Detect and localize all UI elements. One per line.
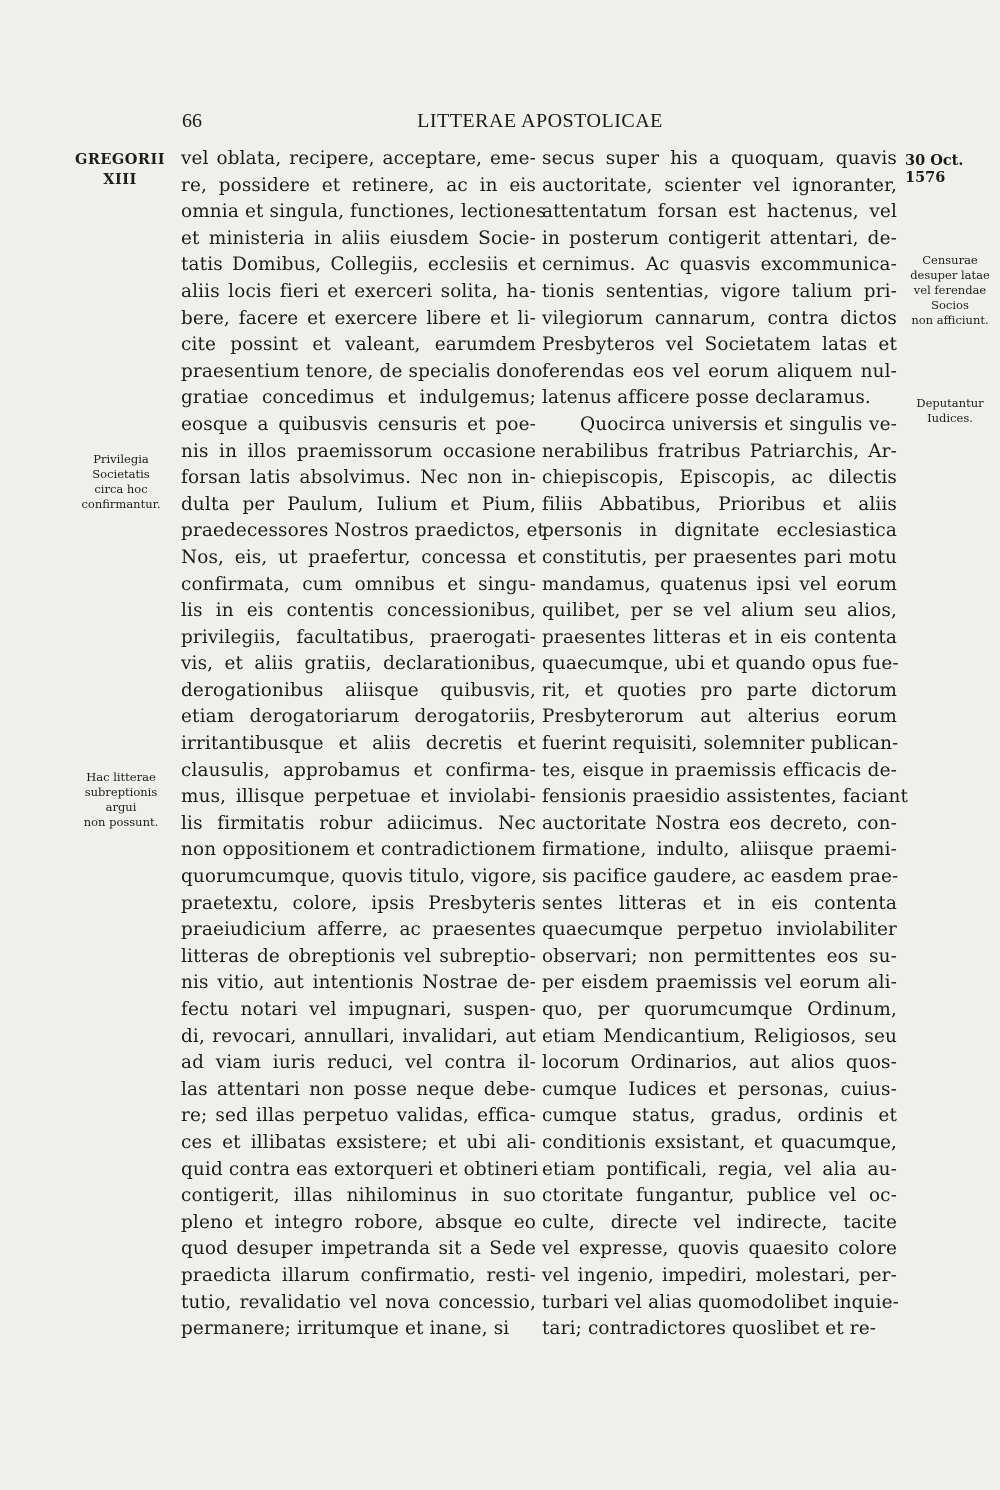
text-line: ctoritate fungantur, publice vel oc- [542, 1185, 897, 1207]
text-line: locorum Ordinarios, aut alios quos- [542, 1052, 897, 1074]
text-line: quaecumque, ubi et quando opus fue- [542, 653, 899, 675]
marginal-note-line: subreptionis [84, 785, 158, 799]
pope-number-line: XIII [103, 171, 137, 188]
text-line: cumque Iudices et personas, cuius- [542, 1078, 897, 1100]
text-line: tionis sententias, vigore talium pri- [542, 280, 897, 302]
pope-name-line: GREGORII [74, 151, 166, 168]
text-line: permanere; irritumque et inane, si [181, 1318, 510, 1340]
text-line: firmatione, indulto, aliisque praemi- [542, 839, 897, 861]
marginal-note-subreptionis [68, 770, 174, 830]
marginal-note-line: non possunt. [83, 815, 159, 829]
text-line: cumque status, gradus, ordinis et [542, 1105, 897, 1127]
text-line: fuerint requisiti, solemniter publican- [542, 733, 899, 755]
text-line: rit, et quoties pro parte dictorum [542, 679, 897, 701]
text-line: praedecessores Nostros praedictos, et [181, 520, 546, 542]
text-line: praetextu, colore, ipsis Presbyteris [181, 892, 536, 914]
marginal-note-line: vel ferendae [913, 283, 987, 297]
marginal-note-iudices [906, 396, 994, 426]
text-line: conditionis exsistant, et quacumque, [542, 1131, 897, 1153]
marginal-note-line: Iudices. [927, 411, 973, 425]
page-number: 66 [182, 110, 202, 132]
text-line: eosque a quibusvis censuris et poe- [181, 413, 536, 435]
text-line: nis in illos praemissorum occasione [181, 440, 536, 462]
marginal-note-line: desuper latae [910, 268, 990, 282]
text-line: observari; non permittentes eos su- [542, 945, 897, 967]
text-line: Presbyteros vel Societatem latas et [542, 334, 897, 356]
text-line: cite possint et valeant, earumdem [181, 334, 536, 356]
text-line: filiis Abbatibus, Prioribus et aliis [542, 493, 897, 515]
text-line: re, possidere et retinere, ac in eis [181, 174, 536, 196]
text-line: chiepiscopis, Episcopis, ac dilectis [542, 467, 897, 489]
text-line: derogationibus aliisque quibusvis, [181, 679, 536, 701]
text-line: praesentes litteras et in eis contenta [542, 626, 897, 648]
marginal-note-line: argui [105, 800, 137, 814]
text-line: tes, eisque in praemissis efficacis de- [542, 759, 897, 781]
marginal-note-line: Censurae [922, 253, 978, 267]
text-line: tari; contradictores quoslibet et re- [542, 1318, 877, 1340]
text-line: forsan latis absolvimus. Nec non in- [181, 467, 536, 489]
running-title: LITTERAE APOSTOLICAE [417, 110, 663, 132]
text-line: lis in eis contentis concessionibus, [181, 600, 536, 622]
pope-name-marginal [70, 150, 170, 190]
text-line: Nos, eis, ut praefertur, concessa et [181, 546, 536, 568]
text-line: sentes litteras et in eis contenta [542, 892, 897, 914]
running-header [180, 110, 900, 140]
text-line: dulta per Paulum, Iulium et Pium, [181, 493, 536, 515]
text-line: auctoritate Nostra eos decreto, con- [542, 812, 897, 834]
text-line: tatis Domibus, Collegiis, ecclesiis et [181, 254, 536, 276]
marginal-note-line: Deputantur [916, 396, 984, 410]
text-line: Quocirca universis et singulis ve- [580, 413, 897, 435]
text-line: personis in dignitate ecclesiastica [542, 520, 897, 542]
text-line: pleno et integro robore, absque eo [181, 1211, 536, 1233]
text-line: vel ingenio, impediri, molestari, per- [542, 1264, 897, 1286]
text-line: culte, directe vel indirecte, tacite [542, 1211, 897, 1233]
text-line: omnia et singula, functiones, lectiones [181, 201, 546, 223]
marginal-note-line: Privilegia [93, 452, 149, 466]
text-line: tutio, revalidatio vel nova concessio, [181, 1291, 536, 1313]
text-line: litteras de obreptionis vel subreptio- [181, 945, 536, 967]
text-line: aliis locis fieri et exerceri solita, ha- [181, 280, 536, 302]
text-line: per eisdem praemissis vel eorum ali- [542, 972, 897, 994]
marginal-note-line: confirmantur. [81, 497, 161, 511]
text-line: quod desuper impetranda sit a Sede [181, 1238, 536, 1260]
text-line: cernimus. Ac quasvis excommunica- [542, 254, 897, 276]
text-line: privilegiis, facultatibus, praerogati- [181, 626, 536, 648]
text-line: mandamus, quatenus ipsi vel eorum [542, 573, 897, 595]
text-line: lis firmitatis robur adiicimus. Nec [181, 812, 536, 834]
text-line: attentatum forsan est hactenus, vel [542, 201, 897, 223]
text-line: irritantibusque et aliis decretis et [181, 733, 536, 755]
marginal-note-line: Hac litterae [86, 770, 156, 784]
text-line: et ministeria in aliis eiusdem Socie- [181, 227, 536, 249]
text-line: di, revocari, annullari, invalidari, aut [181, 1025, 536, 1047]
text-line: clausulis, approbamus et confirma- [181, 759, 536, 781]
text-column-left [181, 146, 546, 1343]
text-line: etiam Mendicantium, Religiosos, seu [542, 1025, 897, 1047]
text-line: bere, facere et exercere libere et li- [181, 307, 536, 329]
text-line: quorumcumque, quovis titulo, vigore, [181, 866, 537, 888]
date-marginal: 30 Oct. 1576 [905, 152, 964, 186]
text-line: nerabilibus fratribus Patriarchis, Ar- [542, 440, 897, 462]
text-line: contigerit, illas nihilominus in suo [181, 1185, 536, 1207]
text-line: vel expresse, quovis quaesito colore [542, 1238, 897, 1260]
text-line: vis, et aliis gratiis, declarationibus, [181, 653, 536, 675]
text-line: praesentium tenore, de specialis dono [181, 360, 543, 382]
text-line: constitutis, per praesentes pari motu [542, 546, 897, 568]
text-line: latenus afficere posse declaramus. [542, 387, 871, 409]
text-line: quaecumque perpetuo inviolabiliter [542, 919, 897, 941]
text-line: quilibet, per se vel alium seu alios, [542, 600, 897, 622]
text-line: quid contra eas extorqueri et obtineri [181, 1158, 539, 1180]
text-line: quo, per quorumcumque Ordinum, [542, 999, 897, 1020]
marginal-note-line: Socios [931, 298, 969, 312]
text-line: etiam derogatoriarum derogatoriis, [181, 706, 536, 728]
text-line: praedicta illarum confirmatio, resti- [181, 1264, 536, 1286]
text-line: ferendas eos vel eorum aliquem nul- [542, 360, 897, 382]
text-line: non oppositionem et contradictionem [181, 839, 536, 861]
text-line: re; sed illas perpetuo validas, effica- [181, 1105, 536, 1127]
marginal-note-privilegia [68, 452, 174, 512]
text-line: vel oblata, recipere, acceptare, eme- [181, 148, 536, 169]
text-line: auctoritate, scienter vel ignoranter, [542, 174, 897, 196]
text-line: Presbyterorum aut alterius eorum [542, 706, 897, 728]
text-line: ces et illibatas exsistere; et ubi ali- [181, 1131, 536, 1153]
text-line: nis vitio, aut intentionis Nostrae de- [181, 972, 536, 994]
text-line: ad viam iuris reduci, vel contra il- [181, 1052, 536, 1074]
marginal-note-censurae [906, 253, 994, 328]
text-line: confirmata, cum omnibus et singu- [181, 573, 536, 595]
text-line: sis pacifice gaudere, ac easdem prae- [542, 866, 899, 888]
text-column-right [542, 146, 909, 1343]
marginal-note-line: circa hoc [94, 482, 148, 496]
text-line: mus, illisque perpetuae et inviolabi- [181, 786, 536, 808]
text-line: etiam pontificali, regia, vel alia au- [542, 1158, 897, 1180]
text-line: in posterum contigerit attentari, de- [542, 227, 897, 249]
text-line: gratiae concedimus et indulgemus; [181, 387, 536, 409]
marginal-note-line: non afficiunt. [911, 313, 989, 327]
text-line: fectu notari vel impugnari, suspen- [181, 999, 536, 1020]
text-line: turbari vel alias quomodolibet inquie- [542, 1291, 899, 1313]
text-line: fensionis praesidio assistentes, faciant [542, 786, 909, 808]
text-line: vilegiorum cannarum, contra dictos [542, 307, 897, 329]
marginal-note-line: Societatis [92, 467, 150, 481]
text-line: praeiudicium afferre, ac praesentes [181, 919, 536, 941]
text-line: las attentari non posse neque debe- [181, 1078, 536, 1100]
text-line: secus super his a quoquam, quavis [542, 148, 897, 169]
